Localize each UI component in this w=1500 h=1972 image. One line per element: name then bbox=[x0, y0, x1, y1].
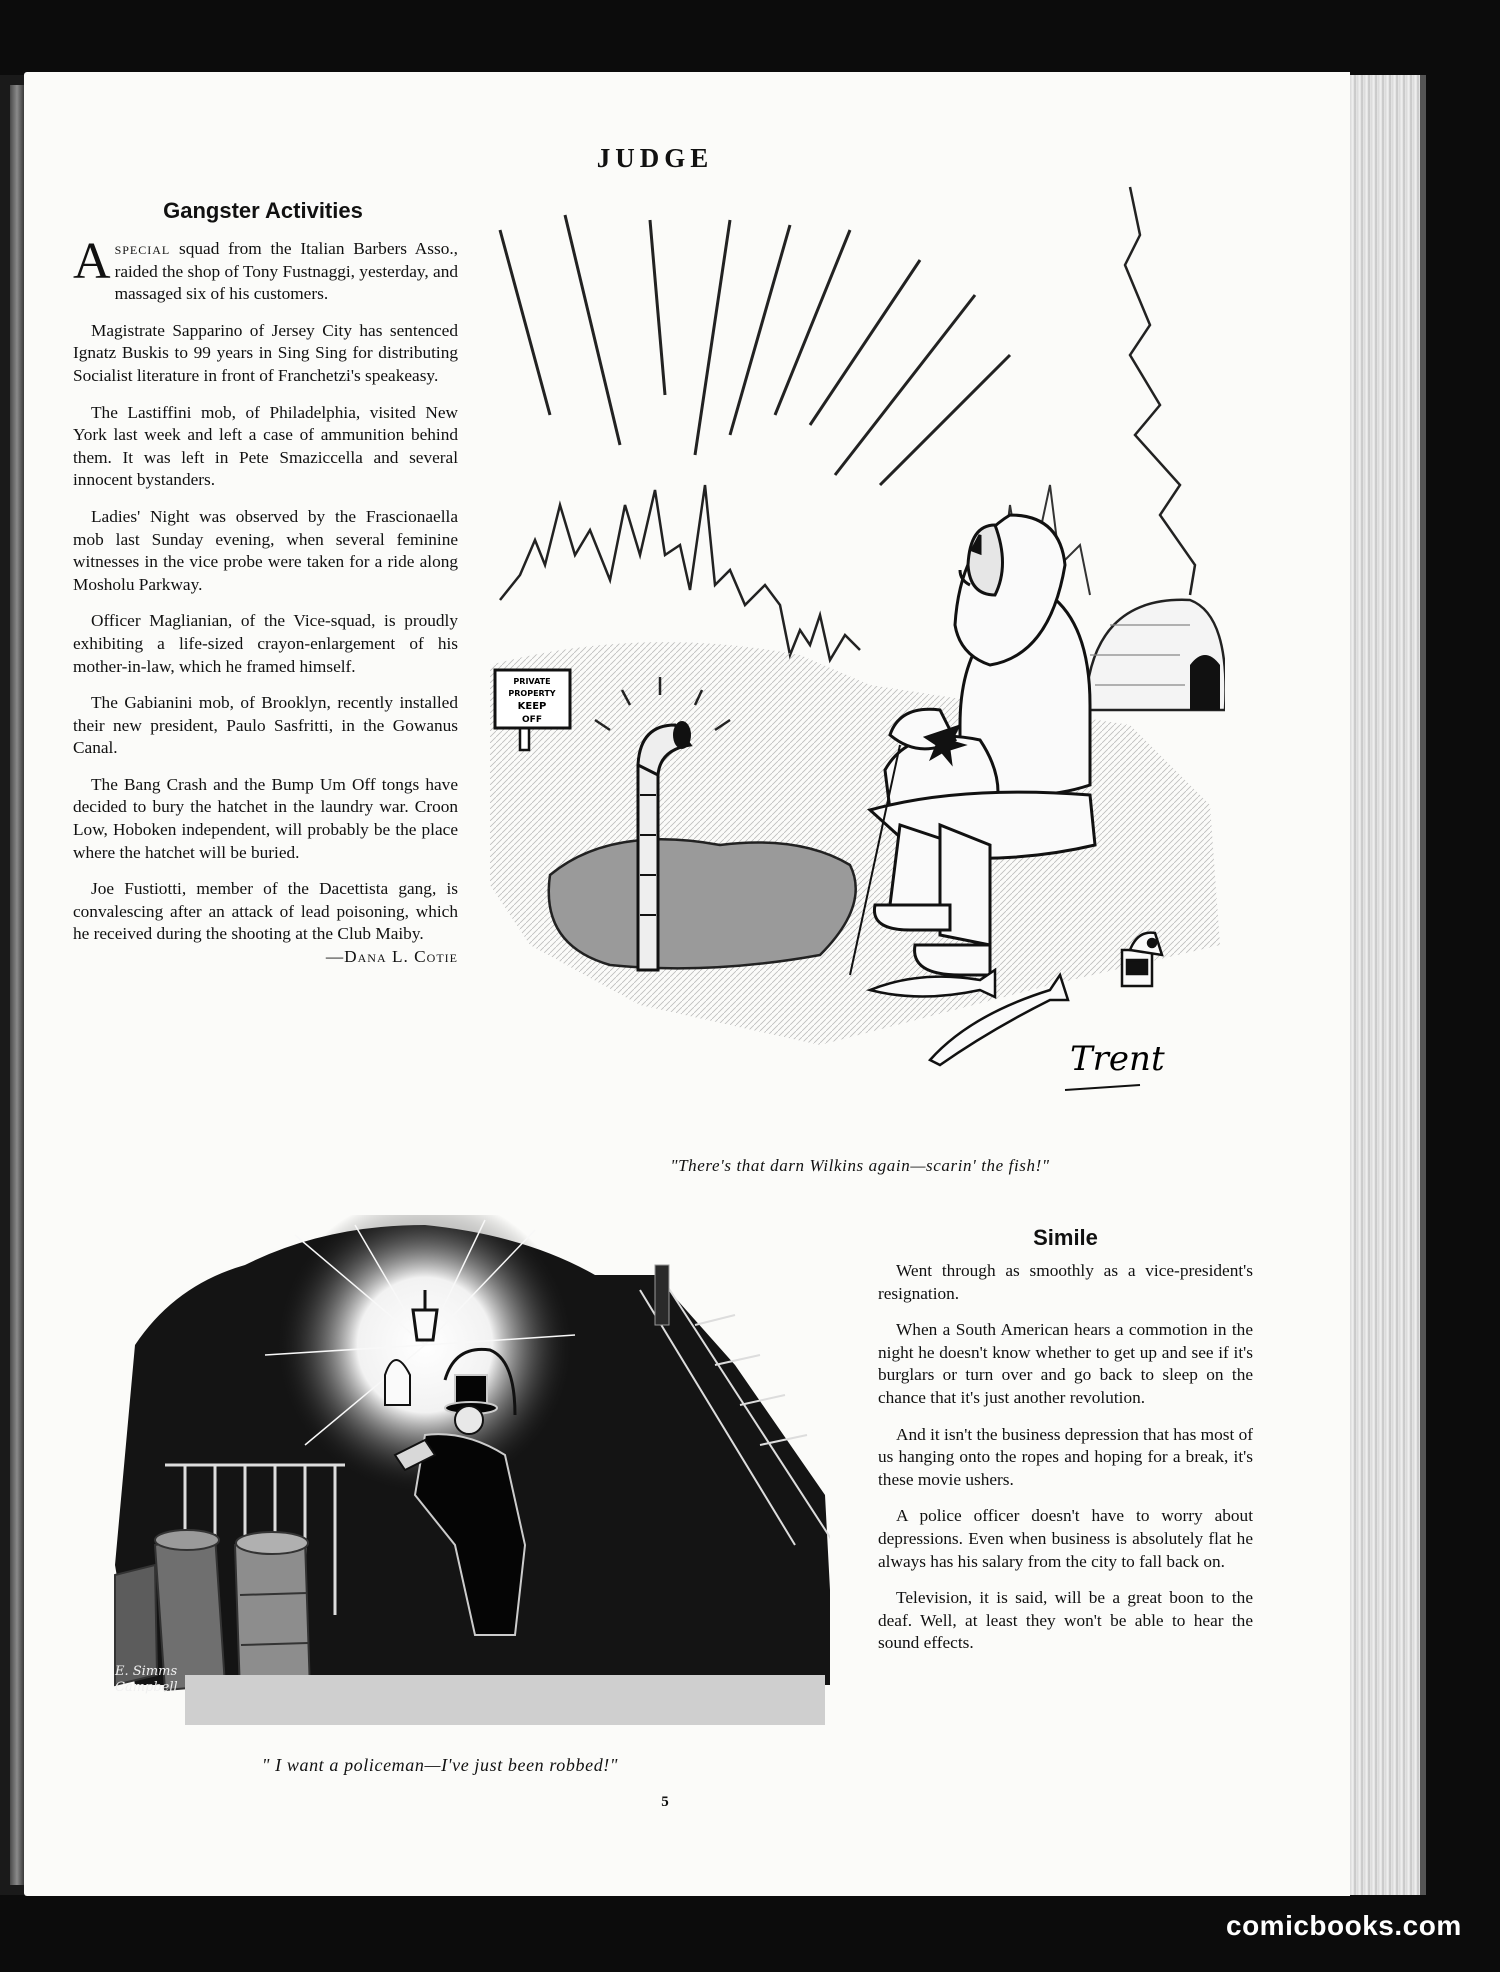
gangster-paragraph-6: The Gabianini mob, of Brooklyn, recently installed their new president, Paulo Sasfritti, in the Gowanus Canal. bbox=[73, 693, 458, 758]
ice-fishing-cartoon bbox=[490, 185, 1225, 1145]
simile-paragraph-4: A police officer doesn't have to worry about depressions. Even when business is absolutely flat he always has his salary from the city to fall back on. bbox=[878, 1506, 1253, 1571]
simile-paragraph-5: Television, it is said, will be a great boon to the deaf. Well, at least they won't be able to hear the sound effects. bbox=[878, 1588, 1253, 1653]
top-cartoon-caption: "There's that darn Wilkins again—scarin' the fish!" bbox=[670, 1156, 1050, 1175]
drop-cap: A bbox=[73, 233, 111, 290]
site-watermark: comicbooks.com bbox=[1226, 1910, 1462, 1941]
artist-signature: E. Simms bbox=[115, 1664, 178, 1679]
gangster-paragraph-5: Officer Maglianian, of the Vice-squad, is proudly exhibiting a life-sized crayon-enlargement of his mother-in-law, which he framed himself. bbox=[73, 611, 458, 676]
simile-paragraph-1: Went through as smoothly as a vice-president's resignation. bbox=[878, 1261, 1253, 1303]
gangster-heading: Gangster Activities bbox=[163, 198, 363, 223]
sun-rays bbox=[500, 215, 1010, 485]
gangster-paragraph-3: The Lastiffini mob, of Philadelphia, visited New York last week and left a case of ammunition behind them. It was left in Pete Smaziccella and several innocent bystanders. bbox=[73, 402, 458, 490]
artist-signature: Trent bbox=[1070, 1039, 1165, 1079]
birdcage bbox=[385, 1360, 410, 1405]
running-head: JUDGE bbox=[596, 143, 714, 173]
ground bbox=[185, 1675, 825, 1725]
ice-hole bbox=[549, 839, 856, 968]
gangster-paragraph-2: Magistrate Sapparino of Jersey City has sentenced Ignatz Buskis to 99 years in Sing Sing for distributing Socialist literature in front of Franchetzi's speakeasy. bbox=[73, 320, 458, 385]
tall-tree bbox=[1125, 187, 1195, 595]
simile-paragraph-3: And it isn't the business depression that has most of us hanging onto the ropes and hoping for a break, it's these movie ushers. bbox=[878, 1424, 1253, 1489]
igloo bbox=[1085, 600, 1225, 710]
page-number: 5 bbox=[661, 1794, 669, 1810]
gangster-paragraph-1: Aspecial squad from the Italian Barbers Asso., raided the shop of Tony Fustnaggi, yesterday, and massaged six of his customers. bbox=[73, 233, 458, 304]
simile-paragraph-2: When a South American hears a commotion in the night he doesn't know whether to get up and see if it's burglars or turn over and go back to sleep on the chance that it's just another revolution. bbox=[878, 1320, 1253, 1407]
sign-line: PRIVATE bbox=[513, 677, 551, 686]
simile-column bbox=[878, 1260, 1253, 1669]
gangster-column bbox=[73, 233, 458, 969]
stair-post bbox=[655, 1265, 669, 1325]
sign-line: PROPERTY bbox=[508, 689, 556, 698]
gangster-paragraph-7: The Bang Crash and the Bump Um Off tongs have decided to bury the hatchet in the laundry war. Croon Low, Hoboken independent, will probably be the place where the hatchet will be buried. bbox=[73, 774, 458, 862]
artist-signature: Campbell bbox=[115, 1680, 178, 1695]
byline: —Dana L. Cotie bbox=[325, 947, 458, 967]
simile-heading: Simile bbox=[1033, 1225, 1098, 1250]
aurora-line bbox=[500, 485, 860, 660]
gangster-paragraph-8: Joe Fustiotti, member of the Dacettista gang, is convalescing after an attack of lead poisoning, which he received during the shooting at the Club Maiby. —Dana L. Cotie bbox=[73, 878, 458, 946]
binding-edge bbox=[10, 85, 24, 1885]
page-stack bbox=[1350, 75, 1420, 1895]
burglar-cartoon bbox=[95, 1215, 830, 1735]
gangster-paragraph-4: Ladies' Night was observed by the Frascionaella mob last Sunday evening, when several feminine witnesses in the vice probe were taken for a ride along Mosholu Parkway. bbox=[73, 506, 458, 594]
page-stack-shadow bbox=[1420, 75, 1426, 1895]
small-caps-word: special bbox=[114, 239, 171, 258]
sign-line: KEEP bbox=[517, 701, 547, 712]
sign-line: OFF bbox=[522, 715, 542, 725]
bottom-cartoon-caption: " I want a policeman—I've just been robbed!" bbox=[261, 1755, 619, 1775]
